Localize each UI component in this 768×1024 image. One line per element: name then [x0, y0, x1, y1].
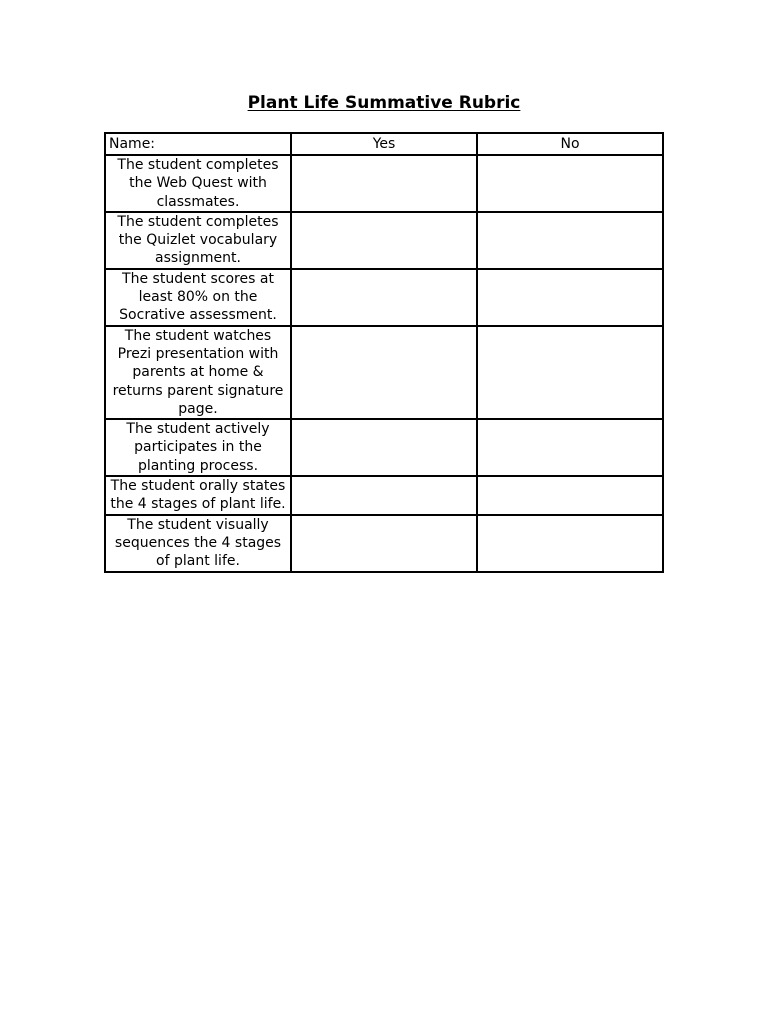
table-row	[105, 476, 663, 515]
no-cell[interactable]	[477, 155, 663, 212]
criterion-cell: The student scores at least 80% on the Socrative assessment.	[105, 269, 291, 326]
no-cell[interactable]	[477, 269, 663, 326]
header-row	[105, 133, 663, 155]
table-row	[105, 269, 663, 326]
no-column-header: No	[477, 133, 663, 155]
yes-cell[interactable]	[291, 269, 477, 326]
yes-cell[interactable]	[291, 476, 477, 515]
name-header-cell: Name:	[105, 133, 291, 155]
no-cell[interactable]	[477, 476, 663, 515]
table-row	[105, 419, 663, 476]
no-cell[interactable]	[477, 326, 663, 419]
yes-cell[interactable]	[291, 326, 477, 419]
no-cell[interactable]	[477, 515, 663, 572]
criterion-cell: The student orally states the 4 stages of plant life.	[105, 476, 291, 515]
table-row	[105, 515, 663, 572]
criterion-cell: The student completes the Quizlet vocabulary assignment.	[105, 212, 291, 269]
criterion-cell: The student watches Prezi presentation with parents at home & returns parent signature page.	[105, 326, 291, 419]
criterion-cell: The student actively participates in the planting process.	[105, 419, 291, 476]
table-row	[105, 212, 663, 269]
no-cell[interactable]	[477, 212, 663, 269]
rubric-table	[104, 132, 664, 573]
yes-cell[interactable]	[291, 212, 477, 269]
table-row	[105, 326, 663, 419]
criterion-cell: The student visually sequences the 4 stages of plant life.	[105, 515, 291, 572]
yes-cell[interactable]	[291, 419, 477, 476]
yes-column-header: Yes	[291, 133, 477, 155]
yes-cell[interactable]	[291, 155, 477, 212]
yes-cell[interactable]	[291, 515, 477, 572]
document-title: Plant Life Summative Rubric	[247, 93, 521, 113]
no-cell[interactable]	[477, 419, 663, 476]
criterion-cell: The student completes the Web Quest with classmates.	[105, 155, 291, 212]
table-row	[105, 155, 663, 212]
